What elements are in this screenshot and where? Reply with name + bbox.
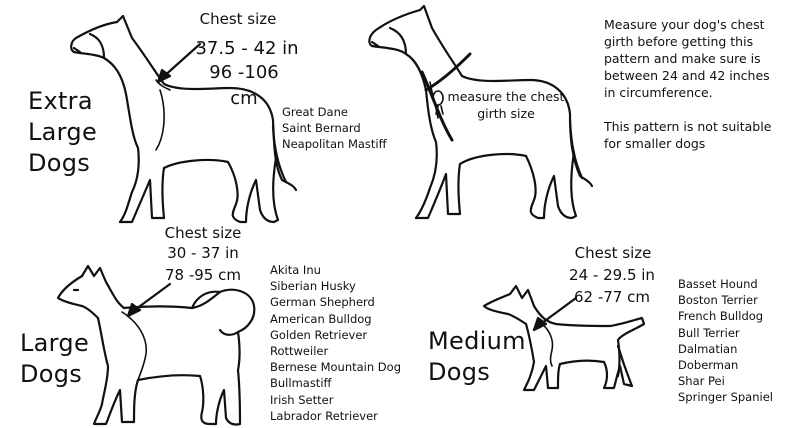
medium-range-in: 24 - 29.5 in	[569, 266, 655, 284]
list-item: Shar Pei	[678, 374, 725, 389]
large-breed-list	[270, 262, 401, 424]
list-item: Boston Terrier	[678, 293, 758, 308]
list-item: Siberian Husky	[270, 279, 356, 294]
list-item: French Bulldog	[678, 309, 764, 324]
list-item: Springer Spaniel	[678, 390, 773, 405]
large-range-in: 30 - 37 in	[167, 244, 239, 262]
list-item: Golden Retriever	[270, 327, 368, 342]
list-item: Saint Bernard	[282, 121, 361, 136]
list-item: Neapolitan Mastiff	[282, 137, 387, 152]
list-item: American Bulldog	[270, 311, 372, 326]
list-item: Irish Setter	[270, 392, 334, 407]
list-item: Bullmastiff	[270, 376, 332, 391]
large-title: Large Dogs	[20, 329, 90, 388]
list-item: German Shepherd	[270, 295, 375, 310]
xl-range-cm: 96 -106 cm	[209, 62, 279, 109]
medium-chest-label: Chest size	[574, 244, 652, 262]
list-item: Basset Hound	[678, 277, 758, 291]
large-range-cm: 78 -95 cm	[165, 266, 241, 284]
xl-range-in: 37.5 - 42 in	[195, 38, 299, 59]
large-chest-label: Chest size	[164, 224, 242, 242]
list-item: Dalmatian	[678, 341, 738, 356]
list-item: Bernese Mountain Dog	[270, 360, 401, 375]
list-item: Doberman	[678, 358, 739, 373]
medium-range-cm: 62 -77 cm	[574, 288, 650, 306]
list-item: Rottweiler	[270, 344, 329, 359]
medium-breed-list	[678, 276, 773, 406]
xl-title: Extra Large Dogs	[28, 87, 98, 177]
list-item: Akita Inu	[270, 263, 321, 277]
list-item: Labrador Retriever	[270, 408, 378, 423]
measure-arrow-icon	[124, 282, 174, 318]
list-item: Great Dane	[282, 105, 348, 119]
xl-chest-label: Chest size	[199, 10, 277, 28]
list-item: Bull Terrier	[678, 325, 740, 340]
medium-title: Medium Dogs	[428, 327, 526, 386]
instructions-text: Measure your dog's chest girth before getting this pattern and make sure is between 24 and 42 inches in circumference. This pattern is not suitable for smaller dogs	[604, 17, 772, 151]
measure-instruction: measure the chest girth size	[447, 89, 565, 121]
